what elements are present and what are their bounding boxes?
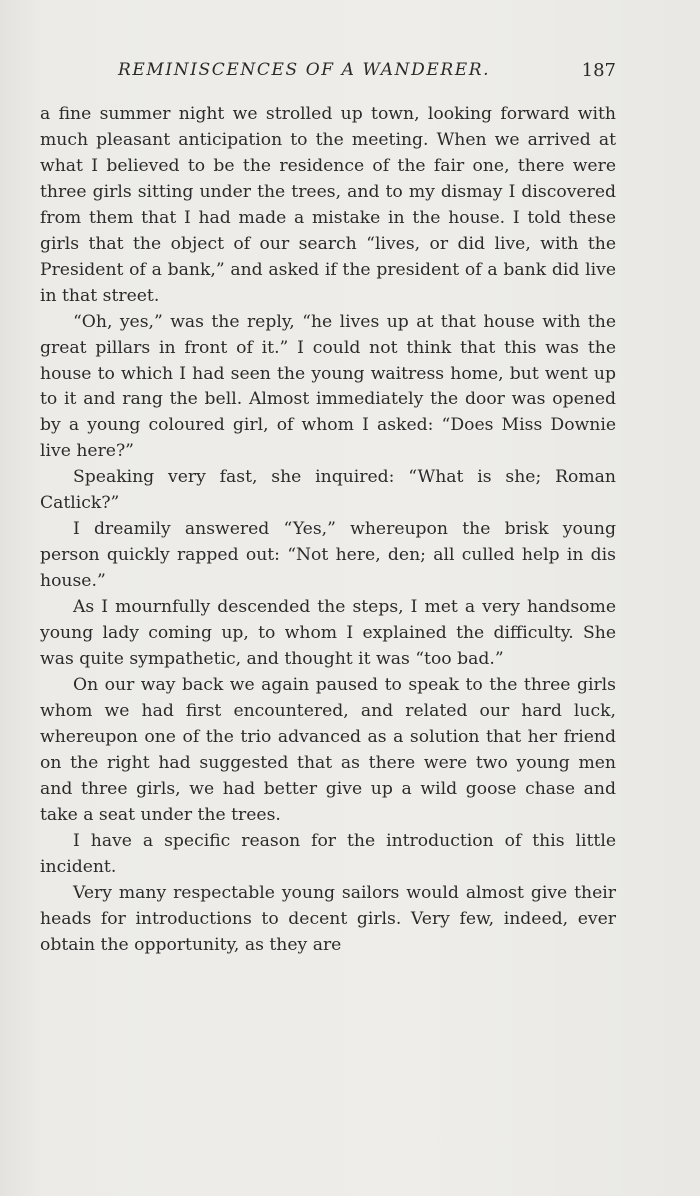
running-head [40,60,616,86]
paragraph: Very many respectable young sailors would almost give their heads for introductions to decent girls. Very few, indeed, ever obtain the opportunity, as they are [40,882,616,955]
paragraph: Speaking very fast, she inquired: “What is she; Roman Catlick?” [40,467,616,514]
paragraph: a fine summer night we strolled up town, looking forward with much pleasant anticipation to the meeting. When we arrived at what I believed to be the residence of the fair one, there were three girls sitting under the trees, and to my dismay I discovered from them that I had made a mistake in the house. I told these girls that the object of our search “lives, or did live, with the President of a bank,” and asked if the president of a bank did live in that street. [40,104,616,306]
paragraph: I dreamily answered “Yes,” whereupon the brisk young person quickly rapped out: “Not here, den; all culled help in dis house.” [40,519,616,592]
running-title: REMINISCENCES OF A WANDERER. [118,60,491,80]
paragraph: “Oh, yes,” was the reply, “he lives up at that house with the great pillars in front of it.” I could not think that this was the house to which I had seen the young waitress home, but went up to it and rang the bell. Almost immediately the door was opened by a young coloured girl, of whom I asked: “Does Miss Downie live here?” [40,311,616,462]
paragraph: As I mournfully descended the steps, I met a very handsome young lady coming up, to whom I explained the difficulty. She was quite sympathetic, and thought it was “too bad.” [40,597,616,670]
page-number: 187 [581,60,616,81]
body-text [40,102,616,958]
paragraph: I have a specific reason for the introduction of this little incident. [40,830,616,877]
paragraph: On our way back we again paused to speak to the three girls whom we had first encountered, and related our hard luck, whereupon one of the trio advanced as a solution that her friend on the right had suggested that as there were two young men and three girls, we had better give up a wild goose chase and take a seat under the trees. [40,674,616,825]
